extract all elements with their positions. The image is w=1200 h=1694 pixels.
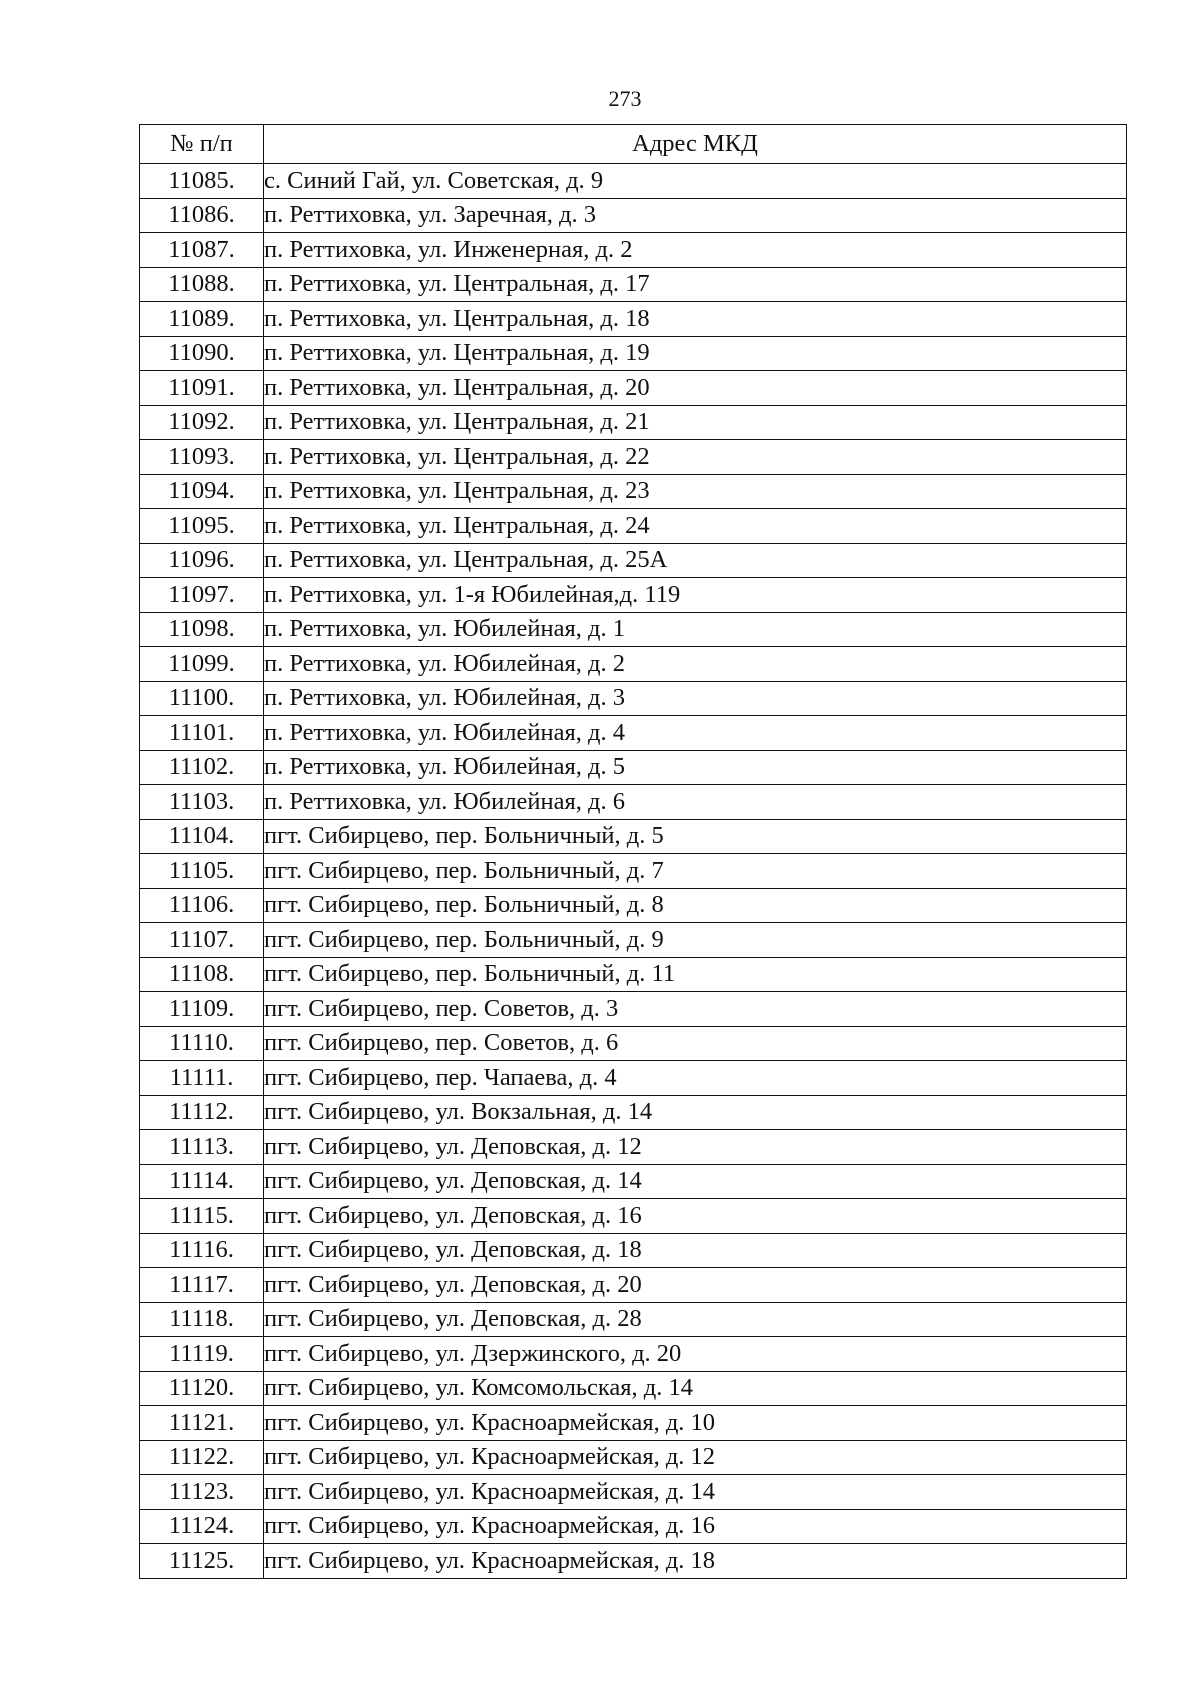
row-number: 11102. bbox=[140, 750, 264, 785]
row-address: пгт. Сибирцево, пер. Чапаева, д. 4 bbox=[264, 1061, 1127, 1096]
table-row bbox=[140, 336, 1127, 371]
row-address: п. Реттиховка, ул. 1-я Юбилейная,д. 119 bbox=[264, 578, 1127, 613]
row-number: 11104. bbox=[140, 819, 264, 854]
row-address: п. Реттиховка, ул. Юбилейная, д. 1 bbox=[264, 612, 1127, 647]
row-number: 11098. bbox=[140, 612, 264, 647]
row-address: с. Синий Гай, ул. Советская, д. 9 bbox=[264, 164, 1127, 199]
table-row bbox=[140, 716, 1127, 751]
table-row bbox=[140, 1371, 1127, 1406]
row-number: 11113. bbox=[140, 1130, 264, 1165]
header-address: Адрес МКД bbox=[264, 125, 1127, 164]
row-number: 11089. bbox=[140, 302, 264, 337]
row-address: пгт. Сибирцево, пер. Советов, д. 3 bbox=[264, 992, 1127, 1027]
table-row bbox=[140, 1199, 1127, 1234]
row-address: п. Реттиховка, ул. Юбилейная, д. 4 bbox=[264, 716, 1127, 751]
row-number: 11109. bbox=[140, 992, 264, 1027]
row-address: п. Реттиховка, ул. Юбилейная, д. 2 bbox=[264, 647, 1127, 682]
table-row bbox=[140, 1509, 1127, 1544]
row-address: пгт. Сибирцево, ул. Красноармейская, д. 12 bbox=[264, 1440, 1127, 1475]
row-number: 11096. bbox=[140, 543, 264, 578]
row-address: пгт. Сибирцево, ул. Деповская, д. 28 bbox=[264, 1302, 1127, 1337]
table-row bbox=[140, 854, 1127, 889]
table-row bbox=[140, 474, 1127, 509]
table-row bbox=[140, 819, 1127, 854]
row-number: 11110. bbox=[140, 1026, 264, 1061]
row-number: 11106. bbox=[140, 888, 264, 923]
row-address: п. Реттиховка, ул. Центральная, д. 19 bbox=[264, 336, 1127, 371]
row-address: п. Реттиховка, ул. Центральная, д. 25А bbox=[264, 543, 1127, 578]
row-number: 11103. bbox=[140, 785, 264, 820]
row-address: пгт. Сибирцево, ул. Комсомольская, д. 14 bbox=[264, 1371, 1127, 1406]
row-address: п. Реттиховка, ул. Заречная, д. 3 bbox=[264, 198, 1127, 233]
row-address: пгт. Сибирцево, ул. Деповская, д. 18 bbox=[264, 1233, 1127, 1268]
row-number: 11093. bbox=[140, 440, 264, 475]
row-number: 11123. bbox=[140, 1475, 264, 1510]
row-number: 11086. bbox=[140, 198, 264, 233]
row-number: 11091. bbox=[140, 371, 264, 406]
table-row bbox=[140, 888, 1127, 923]
row-address: пгт. Сибирцево, ул. Деповская, д. 14 bbox=[264, 1164, 1127, 1199]
row-number: 11118. bbox=[140, 1302, 264, 1337]
row-address: пгт. Сибирцево, ул. Красноармейская, д. 16 bbox=[264, 1509, 1127, 1544]
table-row bbox=[140, 1095, 1127, 1130]
table-row bbox=[140, 957, 1127, 992]
table-header-row bbox=[140, 125, 1127, 164]
row-address: пгт. Сибирцево, пер. Больничный, д. 11 bbox=[264, 957, 1127, 992]
row-number: 11125. bbox=[140, 1544, 264, 1579]
table-row bbox=[140, 1337, 1127, 1372]
row-number: 11088. bbox=[140, 267, 264, 302]
row-address: п. Реттиховка, ул. Центральная, д. 23 bbox=[264, 474, 1127, 509]
row-number: 11111. bbox=[140, 1061, 264, 1096]
row-number: 11085. bbox=[140, 164, 264, 199]
row-number: 11112. bbox=[140, 1095, 264, 1130]
row-address: пгт. Сибирцево, ул. Красноармейская, д. 14 bbox=[264, 1475, 1127, 1510]
row-address: пгт. Сибирцево, пер. Больничный, д. 8 bbox=[264, 888, 1127, 923]
row-number: 11122. bbox=[140, 1440, 264, 1475]
row-number: 11117. bbox=[140, 1268, 264, 1303]
row-address: п. Реттиховка, ул. Центральная, д. 22 bbox=[264, 440, 1127, 475]
table-row bbox=[140, 1440, 1127, 1475]
header-number: № п/п bbox=[140, 125, 264, 164]
address-table bbox=[139, 124, 1127, 1579]
row-number: 11100. bbox=[140, 681, 264, 716]
table-row bbox=[140, 440, 1127, 475]
row-number: 11114. bbox=[140, 1164, 264, 1199]
row-address: п. Реттиховка, ул. Центральная, д. 17 bbox=[264, 267, 1127, 302]
row-number: 11087. bbox=[140, 233, 264, 268]
table-row bbox=[140, 164, 1127, 199]
row-number: 11097. bbox=[140, 578, 264, 613]
table-row bbox=[140, 405, 1127, 440]
row-address: пгт. Сибирцево, пер. Советов, д. 6 bbox=[264, 1026, 1127, 1061]
table-row bbox=[140, 923, 1127, 958]
table-row bbox=[140, 1026, 1127, 1061]
row-address: п. Реттиховка, ул. Юбилейная, д. 3 bbox=[264, 681, 1127, 716]
table-row bbox=[140, 302, 1127, 337]
row-address: п. Реттиховка, ул. Инженерная, д. 2 bbox=[264, 233, 1127, 268]
row-address: пгт. Сибирцево, ул. Деповская, д. 12 bbox=[264, 1130, 1127, 1165]
row-address: пгт. Сибирцево, ул. Деповская, д. 20 bbox=[264, 1268, 1127, 1303]
row-address: пгт. Сибирцево, ул. Вокзальная, д. 14 bbox=[264, 1095, 1127, 1130]
table-row bbox=[140, 1406, 1127, 1441]
row-address: п. Реттиховка, ул. Центральная, д. 21 bbox=[264, 405, 1127, 440]
row-number: 11092. bbox=[140, 405, 264, 440]
row-address: пгт. Сибирцево, ул. Дзержинского, д. 20 bbox=[264, 1337, 1127, 1372]
table-row bbox=[140, 1302, 1127, 1337]
row-address: п. Реттиховка, ул. Центральная, д. 18 bbox=[264, 302, 1127, 337]
row-number: 11095. bbox=[140, 509, 264, 544]
row-number: 11124. bbox=[140, 1509, 264, 1544]
row-address: п. Реттиховка, ул. Центральная, д. 20 bbox=[264, 371, 1127, 406]
row-number: 11099. bbox=[140, 647, 264, 682]
table-row bbox=[140, 543, 1127, 578]
table-body bbox=[140, 164, 1127, 1579]
page-number: 273 bbox=[608, 86, 642, 111]
row-address: пгт. Сибирцево, пер. Больничный, д. 7 bbox=[264, 854, 1127, 889]
row-address: пгт. Сибирцево, ул. Красноармейская, д. 10 bbox=[264, 1406, 1127, 1441]
table-row bbox=[140, 681, 1127, 716]
row-number: 11094. bbox=[140, 474, 264, 509]
table-row bbox=[140, 267, 1127, 302]
row-address: п. Реттиховка, ул. Юбилейная, д. 5 bbox=[264, 750, 1127, 785]
table-row bbox=[140, 578, 1127, 613]
table-row bbox=[140, 371, 1127, 406]
row-number: 11119. bbox=[140, 1337, 264, 1372]
row-number: 11090. bbox=[140, 336, 264, 371]
row-address: пгт. Сибирцево, ул. Деповская, д. 16 bbox=[264, 1199, 1127, 1234]
row-number: 11115. bbox=[140, 1199, 264, 1234]
table-row bbox=[140, 1544, 1127, 1579]
row-address: п. Реттиховка, ул. Юбилейная, д. 6 bbox=[264, 785, 1127, 820]
table-row bbox=[140, 1233, 1127, 1268]
table-row bbox=[140, 1475, 1127, 1510]
row-number: 11105. bbox=[140, 854, 264, 889]
table-row bbox=[140, 1268, 1127, 1303]
table-row bbox=[140, 992, 1127, 1027]
row-number: 11108. bbox=[140, 957, 264, 992]
table-row bbox=[140, 198, 1127, 233]
table-row bbox=[140, 612, 1127, 647]
row-address: пгт. Сибирцево, пер. Больничный, д. 5 bbox=[264, 819, 1127, 854]
row-number: 11121. bbox=[140, 1406, 264, 1441]
table-row bbox=[140, 1061, 1127, 1096]
row-number: 11101. bbox=[140, 716, 264, 751]
table-row bbox=[140, 509, 1127, 544]
table-row bbox=[140, 1164, 1127, 1199]
row-address: пгт. Сибирцево, ул. Красноармейская, д. 18 bbox=[264, 1544, 1127, 1579]
row-number: 11120. bbox=[140, 1371, 264, 1406]
table-row bbox=[140, 785, 1127, 820]
row-number: 11116. bbox=[140, 1233, 264, 1268]
table-row bbox=[140, 647, 1127, 682]
table-row bbox=[140, 750, 1127, 785]
row-address: п. Реттиховка, ул. Центральная, д. 24 bbox=[264, 509, 1127, 544]
table-row bbox=[140, 1130, 1127, 1165]
row-address: пгт. Сибирцево, пер. Больничный, д. 9 bbox=[264, 923, 1127, 958]
table-row bbox=[140, 233, 1127, 268]
row-number: 11107. bbox=[140, 923, 264, 958]
